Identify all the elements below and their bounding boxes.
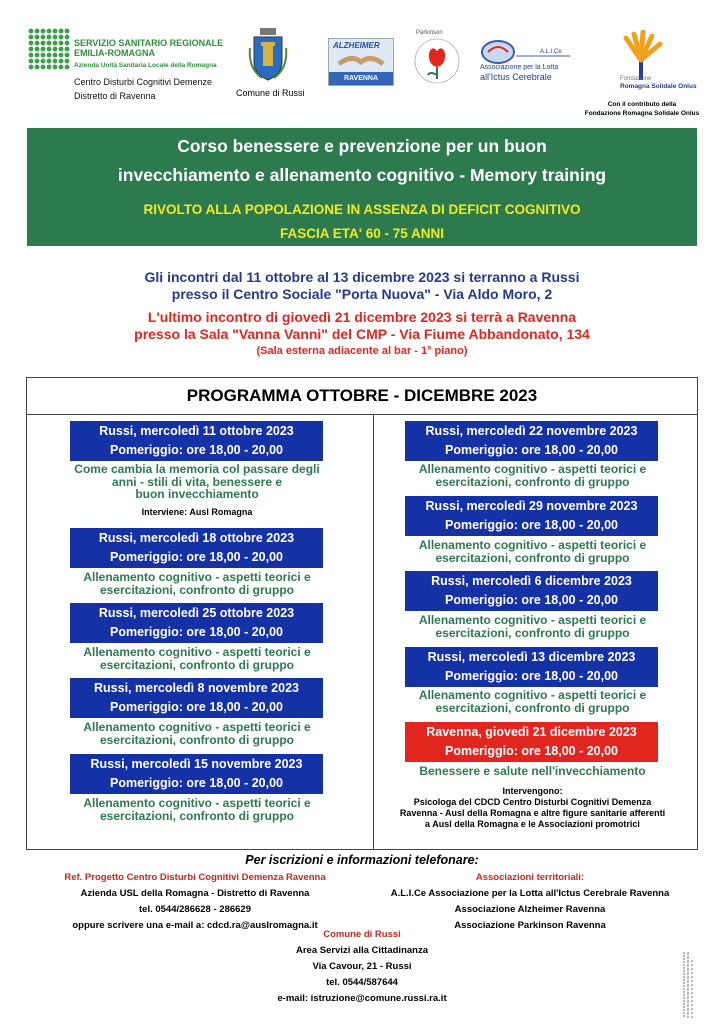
comune-contact	[180, 927, 544, 1007]
session-date: Russi, mercoledì 6 dicembre 2023	[431, 574, 632, 588]
ssr-line1: SERVIZIO SANITARIO REGIONALE	[74, 38, 224, 48]
comune-area: Area Servizi alla Cittadinanza	[296, 945, 428, 956]
session-time: Pomeriggio: ore 18,00 - 20,00	[110, 776, 283, 790]
ssr-logo-icon	[28, 28, 70, 70]
desc-line: esercitazioni, confronto di gruppo	[435, 700, 630, 715]
contrib-line1: Con il contributo della	[607, 101, 677, 108]
column-divider	[373, 415, 374, 850]
session-description	[380, 614, 685, 639]
desc-line: anni - stili di vita, benessere e	[111, 474, 283, 489]
associations-contact	[370, 870, 690, 934]
session-date-box	[70, 754, 323, 794]
note-line: Psicologa del CDCD Centro Disturbi Cognitivi Demenza	[413, 797, 652, 807]
session-date: Russi, mercoledì 8 novembre 2023	[94, 681, 299, 695]
desc-line: esercitazioni, confronto di gruppo	[99, 808, 294, 823]
session-date-box	[70, 421, 323, 461]
note-line: Ravenna - Ausl della Romagna e altre figure sanitarie afferenti	[399, 808, 666, 818]
session-description	[40, 797, 354, 822]
venue-line1: Gli incontri dal 11 ottobre al 13 dicembre 2023 si terranno a Russi	[144, 269, 580, 285]
session-description	[40, 646, 354, 671]
desc-line: Allenamento cognitivo - aspetti teorici e	[83, 720, 311, 734]
session-date-box	[70, 678, 323, 718]
russi-coat-of-arms-icon	[248, 28, 288, 82]
session-date-box	[70, 528, 323, 568]
desc-line: esercitazioni, confronto di gruppo	[99, 732, 294, 747]
session-date: Russi, mercoledì 22 novembre 2023	[425, 424, 638, 438]
venue-ravenna	[0, 309, 724, 343]
alz-logo-bottom: RAVENNA	[329, 72, 393, 85]
cdcd-contact-phone: tel. 0544/286628 - 286629	[139, 904, 251, 915]
session-date: Ravenna, giovedì 21 dicembre 2023	[426, 725, 637, 739]
alz-logo-top: ALZHEIMER	[333, 41, 380, 50]
session-time: Pomeriggio: ore 18,00 - 20,00	[110, 550, 283, 564]
desc-line: Come cambia la memoria col passare degli	[74, 462, 320, 476]
session-date: Russi, mercoledì 18 ottobre 2023	[98, 531, 295, 545]
alice-line3: all'Ictus Cerebrale	[480, 72, 552, 82]
venue-line4: presso la Sala "Vanna Vanni" del CMP - Via Fiume Abbandonato, 134	[134, 326, 590, 342]
desc-line: Allenamento cognitivo - aspetti teorici e	[418, 688, 647, 702]
contrib-line2: Fondazione Romagna Solidale Onlus	[584, 110, 700, 117]
desc-line: Allenamento cognitivo - aspetti teorici e	[418, 613, 647, 627]
final-session-date-box	[405, 722, 658, 762]
alice-line2: Associazione per la Lotta	[480, 64, 559, 71]
desc-line: Allenamento cognitivo - aspetti teorici e	[418, 462, 647, 476]
ssr-line2: EMILIA-ROMAGNA	[74, 48, 155, 58]
cdcd-contact-org: Azienda USL della Romagna - Distretto di Ravenna	[80, 888, 310, 899]
session-time: Pomeriggio: ore 18,00 - 20,00	[110, 443, 283, 457]
title-banner	[27, 128, 697, 246]
session-time: Pomeriggio: ore 18,00 - 20,00	[445, 443, 618, 457]
association-alzheimer: Associazione Alzheimer Ravenna	[454, 904, 606, 915]
session-date-box	[405, 421, 658, 461]
association-parkinson: Associazione Parkinson Ravenna	[454, 920, 606, 931]
alice-logo-text	[480, 49, 562, 82]
contact-heading: Per iscrizioni e informazioni telefonare:	[245, 853, 479, 867]
cdcd-contact	[30, 870, 360, 934]
ssr-subtitle: Azienda Unità Sanitaria Locale della Romagna	[74, 62, 217, 69]
desc-line: esercitazioni, confronto di gruppo	[99, 657, 294, 672]
final-session-speakers	[380, 786, 685, 830]
session-speaker: Interviene: Ausl Romagna	[141, 507, 253, 517]
target-audience: RIVOLTO ALLA POPOLAZIONE IN ASSENZA DI DEFICIT COGNITIVO	[143, 202, 581, 217]
cdcd-contact-title: Ref. Progetto Centro Disturbi Cognitivi Demenza Ravenna	[64, 872, 326, 883]
cdcd-contact-email[interactable]: oppure scrivere una e-mail a: cdcd.ra@auslromagna.it	[72, 920, 318, 931]
romagna-solidale-text	[620, 76, 697, 90]
session-description	[380, 463, 685, 488]
session-date-box	[70, 603, 323, 643]
association-alice: A.L.I.Ce Associazione per la Lotta all'Ictus Cerebrale Ravenna	[390, 888, 670, 899]
course-title-line1: Corso benessere e prevenzione per un buon	[177, 136, 547, 156]
rs-line2: Romagna Solidale Onlus	[620, 83, 697, 90]
session-time: Pomeriggio: ore 18,00 - 20,00	[445, 593, 618, 607]
session-description	[380, 689, 685, 714]
venue-russi	[0, 269, 724, 303]
alice-acronym: A.L.I.Ce	[540, 49, 562, 55]
desc-line: esercitazioni, confronto di gruppo	[435, 474, 630, 489]
venue-note: (Sala esterna adiacente al bar - 1° piano)	[256, 345, 468, 357]
desc-line: Allenamento cognitivo - aspetti teorici e	[83, 796, 311, 810]
program-title: PROGRAMMA OTTOBRE - DICEMBRE 2023	[26, 377, 698, 415]
session-time: Pomeriggio: ore 18,00 - 20,00	[445, 669, 618, 683]
parkinson-logo-text: Parkinson	[416, 30, 443, 36]
alzheimer-ravenna-logo	[328, 38, 394, 86]
cdcd-line1: Centro Disturbi Cognitivi Demenze	[74, 77, 213, 87]
session-date: Russi, mercoledì 11 ottobre 2023	[99, 424, 294, 438]
venue-line2: presso il Centro Sociale "Porta Nuova" - Via Aldo Moro, 2	[171, 286, 553, 302]
desc-line: esercitazioni, confronto di gruppo	[99, 582, 294, 597]
session-time: Pomeriggio: ore 18,00 - 20,00	[445, 518, 618, 532]
session-description	[40, 571, 354, 596]
session-date-box	[405, 647, 658, 687]
session-time: Pomeriggio: ore 18,00 - 20,00	[110, 700, 283, 714]
session-date: Russi, mercoledì 13 dicembre 2023	[427, 650, 636, 664]
comune-address: Via Cavour, 21 - Russi	[312, 961, 412, 972]
desc-line: esercitazioni, confronto di gruppo	[435, 625, 630, 640]
russi-caption: Comune di Russi	[236, 88, 305, 98]
contribution-note	[572, 100, 712, 118]
session-description	[380, 539, 685, 564]
venue-line3: L'ultimo incontro di giovedì 21 dicembre 2023 si terrà a Ravenna	[147, 309, 577, 325]
note-line: a Ausl della Romagna e le Associazioni promotrici	[425, 819, 640, 829]
session-date-box	[405, 571, 658, 611]
comune-title: Comune di Russi	[323, 929, 401, 940]
comune-phone: tel. 0544/587644	[326, 977, 398, 988]
session-description	[40, 721, 354, 746]
parkinson-tulip-icon	[412, 35, 462, 87]
age-range: FASCIA ETA' 60 - 75 ANNI	[280, 226, 444, 241]
vertical-print-note	[680, 950, 696, 1020]
cdcd-line2: Distretto di Ravenna	[74, 91, 156, 101]
course-title-line2: invecchiamento e allenamento cognitivo - Memory training	[117, 165, 607, 185]
rs-line1: Fondazione	[620, 76, 652, 82]
desc-line: Allenamento cognitivo - aspetti teorici e	[418, 538, 647, 552]
session-date: Russi, mercoledì 29 novembre 2023	[425, 499, 638, 513]
desc-line: Allenamento cognitivo - aspetti teorici e	[83, 570, 311, 584]
session-date: Russi, mercoledì 15 novembre 2023	[90, 757, 303, 771]
session-time: Pomeriggio: ore 18,00 - 20,00	[110, 625, 283, 639]
handshake-icon	[337, 52, 385, 70]
desc-line: esercitazioni, confronto di gruppo	[435, 550, 630, 565]
ssr-logo-text	[74, 38, 223, 58]
session-time: Pomeriggio: ore 18,00 - 20,00	[445, 744, 618, 758]
comune-email[interactable]: e-mail: istruzione@comune.russi.ra.it	[277, 993, 447, 1004]
cdcd-label	[74, 75, 212, 103]
romagna-solidale-tree-icon	[616, 30, 666, 82]
desc-line: buon invecchiamento	[135, 487, 259, 501]
session-description	[40, 463, 354, 501]
associations-title: Associazioni territoriali:	[475, 872, 585, 883]
desc-line: Allenamento cognitivo - aspetti teorici e	[83, 645, 311, 659]
final-session-description: Benessere e salute nell'invecchiamento	[419, 764, 646, 778]
session-date-box	[405, 496, 658, 536]
session-date: Russi, mercoledì 25 ottobre 2023	[98, 606, 295, 620]
note-line: Intervengono:	[502, 786, 563, 796]
